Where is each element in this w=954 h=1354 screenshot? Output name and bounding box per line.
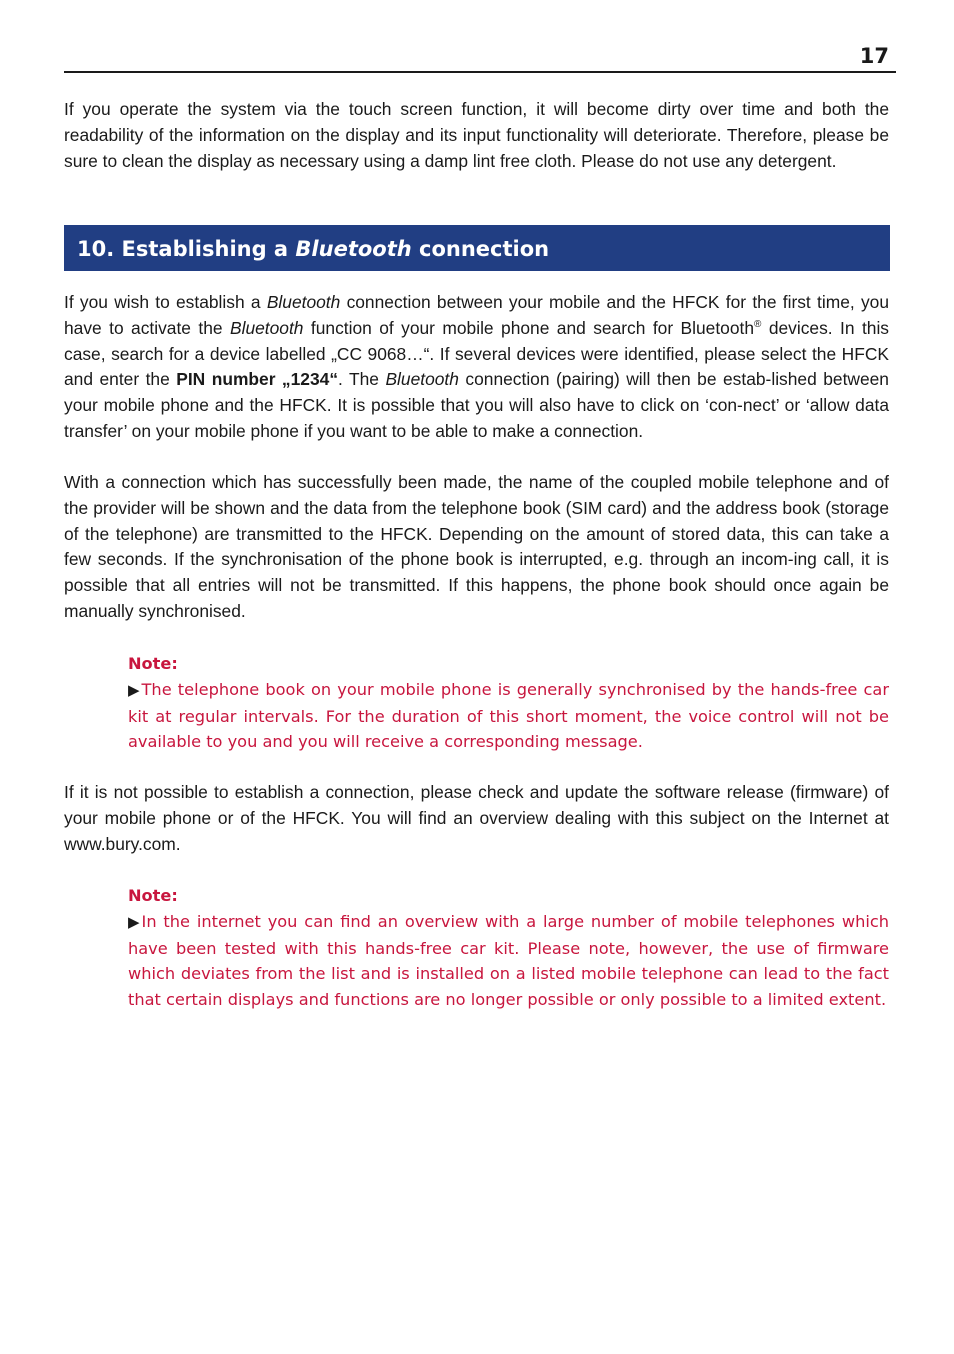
para1-bluetooth-3: Bluetooth [385, 369, 459, 390]
triangle-arrow-icon: ▶ [128, 912, 140, 931]
section-heading-suffix: connection [419, 237, 550, 261]
para1-text-1: If you wish to establish a [64, 292, 267, 312]
note-text: The telephone book on your mobile phone is generally synchronised by the hands-free car kit at regular intervals. For the duration of this short moment, the voice control will not be available to you and you will receive a corresponding message. [128, 679, 889, 752]
para1-text-6: connection (pairing) will then be estab-lished between your mobile phone and the HFCK. It is possible that you will also have to click on ‘con-nect’ or ‘allow data transfer’ on your mobile phone if you want to be able to make a connection. [64, 369, 889, 441]
page-number: 17 [859, 44, 889, 68]
note-text: In the internet you can find an overview with a large number of mobile telephones which have been tested with this hands-free car kit. Please note, however, the use of firmware which deviates from the list and is installed on a listed mobile telephone can lead to the fact that certain displays and functions are no longer possible or only possible to a limited extent. [128, 911, 889, 1010]
section-heading-italic: Bluetooth [295, 237, 412, 261]
note-label: Note: [128, 886, 178, 905]
para1-bluetooth-2: Bluetooth [229, 317, 304, 338]
para1-text-2: connection between your mobile and the HFCK for the first time, you have to activate the [64, 292, 889, 338]
para1-text-5: . The [338, 369, 386, 390]
pin-number: PIN number „1234“ [176, 369, 339, 390]
section-heading-prefix: 10. Establishing a [77, 237, 289, 261]
firmware-paragraph: If it is not possible to establish a connection, please check and update the software release (firmware) of your mobile phone or of the HFCK. You will find an overview dealing with this subject on the Internet at www.bury.com. [64, 782, 889, 854]
para1-bluetooth-1: Bluetooth [266, 292, 341, 312]
note-synchronisation [128, 651, 889, 755]
bluetooth-pairing-paragraph [64, 290, 889, 445]
triangle-arrow-icon: ▶ [128, 680, 140, 699]
registered-mark: ® [754, 319, 762, 330]
header-rule [64, 71, 896, 73]
para1-text-4: devices. In this case, search for a device labelled „CC 9068…“. If several devices were identified, please select the HFCK and enter the [64, 317, 890, 390]
synchronisation-paragraph: With a connection which has successfully been made, the name of the coupled mobile telephone and of the provider will be shown and the data from the telephone book (SIM card) and the address book (storage of the telephone) are transmitted to the HFCK. Depending on the amount of stored data, this can take a few seconds. If the synchronisation of the phone book is interrupted, e.g. through an incom-ing call, it is possible that all entries will not be transmitted. If this happens, the phone book should once again be manually synchronised. [64, 472, 889, 621]
section-heading [77, 236, 549, 262]
note-label: Note: [128, 654, 178, 673]
intro-paragraph: If you operate the system via the touch screen function, it will become dirty over time and both the readability of the information on the display and its input functionality will deteriorate. Therefore, please be sure to clean the display as necessary using a damp lint free cloth. Please do not use any detergent. [64, 99, 889, 171]
note-firmware [128, 883, 889, 1013]
para1-text-3: function of your mobile phone and search for Bluetooth [303, 317, 755, 338]
